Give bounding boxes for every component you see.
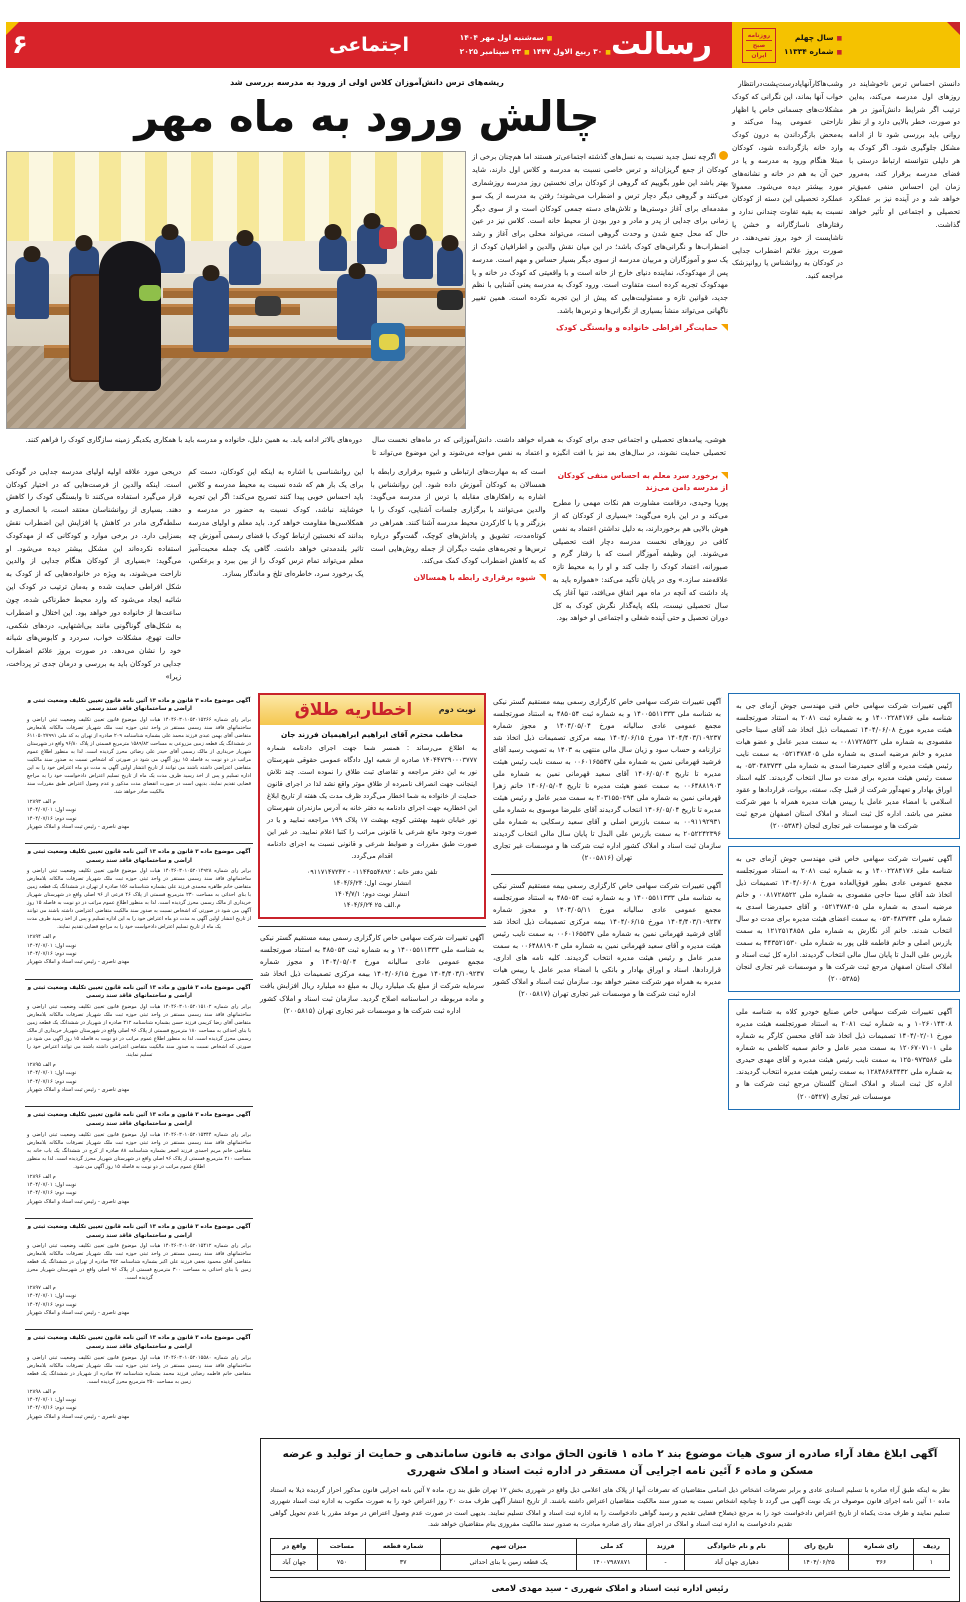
table-cell: جهان آباد bbox=[271, 1555, 318, 1571]
notice-ref: م الف ۱۲۸۹۳ bbox=[27, 798, 56, 805]
backpack bbox=[437, 290, 463, 310]
classified-ad-body: آگهی تغییرات شرکت سهامی خاص کارگزاری رسمی بیمه مستقیم گستر نیکی به شناسه ملی ۱۴۰۰۵۵۱۱۳۳۳ و به شماره ثبت ۴۸۵۰۵۴ به استناد صورتجلسه مجمع عمومی عادی سالیانه مورخ ۱۴۰۴/۰۵/۱۱ و مجوز شماره ۱۴۰۴/۴۰۳/۱۰۹۲۳۷ مورخ ۱۴۰۴/۰۶/۱۵ بیمه مرکزی تصمیمات ذیل اتخاذ شد آقای فرشید قهرمانی نمین به شماره ملی ۰۰۶۰۱۶۵۵۳۷ به سمت نایب رئیس هیئت مدیره و آقای سعید قهرمانی نمین به شماره ملی ۰۰۶۴۸۸۱۹۰۳ به سمت مدیر عامل و رئیس هیئت مدیره انتخاب گردیدند. کلیه نامه های اداری، قراردادها، اسناد و اوراق بهادار و بانکی با امضاء مدیر عامل یا رییس هیات مدیره به همراه مهر شرکت معتبر خواهد بود. سازمان ثبت اسناد و املاک کشور اداره ثبت شرکت ها و موسسات غیر تجاری تهران (۲۰۰۵۸۱۷) bbox=[493, 882, 721, 999]
classifieds-mid-column-1 bbox=[491, 693, 723, 1004]
land-registry-notice[interactable] bbox=[25, 843, 253, 972]
notice-sign: مهدی ناصری - رئیس ثبت اسناد و املاک شهریار bbox=[27, 1086, 130, 1093]
table-column-header: فرزند bbox=[647, 1538, 685, 1554]
classified-ad[interactable] bbox=[491, 693, 723, 867]
classified-ad-body: آگهی تغییرات شرکت سهامی خاص فنی مهندسی جوش آزمای جی به شناسه ملی ۱۴۰۰۲۲۸۴۱۷۶ و به شماره ثبت ۲۰۸۱ به استناد صورتجلسه مجمع عمومی عادی بطور فوق‌العاده مورخ ۱۴۰۴/۰۶/۰۸ تصمیمات ذیل اتخاذ شد آقای سینا حاجی مقصودی به شماره ملی ۰۰۸۱۷۲۸۵۲۲ و خانم مرضیه اسدی به شماره ملی ۰۵۲۱۴۷۸۴۰۵ و آقای حمیدرضا اسدی به شماره ملی ۰۵۳۰۴۸۳۷۳۴ به سمت اعضای هیئت مدیره برای مدت دو سال انتخاب شدند. خانم آذر نگارش به شماره ملی ۱۲۱۲۵۱۴۸۵۸ به سمت بازرس اصلی و خانم فاطمه قلی پور به شماره ملی ۴۴۳۵۲۱۵۳۰ به سمت بازرس علی البدل تا پایان سال مالی انتخاب گردیدند. اداره کل ثبت اسناد و املاک استان اصفهان مرجع ثبت شرکت ها و موسسات غیر تجاری لنجان (۲۰۰۵۳۸۵) bbox=[736, 854, 953, 984]
classified-ad-body: آگهی تغییرات شرکت سهامی خاص کارگزاری رسمی بیمه مستقیم گستر نیکی به شناسه ملی ۱۴۰۰۵۵۱۱۳۳۳ و به شماره ثبت ۴۸۵۰۵۴ به استناد صورتجلسه مجمع عمومی عادی سالیانه مورخ ۱۴۰۴/۰۵/۰۴ و مجوز شماره ۱۴۰۴/۴۰۳/۱۰۹۲۳۷ مورخ ۱۴۰۴/۰۶/۱۵ بیمه مرکزی تصمیمات ذیل اتخاذ شد سرمایه شرکت از مبلغ یک میلیارد ریال به مبلغ ده میلیارد ریال افزایش یافت و ماده مربوطه در اساسنامه اصلاح گردید. سازمان ثبت اسناد و املاک کشور اداره ثبت شرکت ها و موسسات غیر تجاری تهران (۲۰۰۵۸۱۵) bbox=[260, 934, 484, 1015]
student-figure bbox=[403, 235, 433, 279]
notice-pub-1: نوبت اول: ۱۴۰۴/۰۷/۰۱ bbox=[27, 942, 77, 949]
notice-footer bbox=[27, 1388, 251, 1421]
classifieds-left-column bbox=[728, 693, 960, 1110]
bullet-icon: ■ bbox=[605, 49, 611, 56]
article-col-6: وشب‌هاکارآنهایادرست‌پشت‌درانتظار خواب آنها بماند، این نگرانی که کودک مشکلات‌های جسمانی خاص یا اظهار ناراحتی عمومی پیدا می‌کند و به‌محض بازگرداندن به درون کودک وارد خانه بازگردانده شود، کودکان مبتلا هنگام ورود به مدرسه و یا در حین آن به هم در خانه و نشانه‌های مورد بیشتر دیده می‌شود. معمولاً عملکرد تحصیلی این دسته از کودکان نسبت به بقیه تفاوت چندانی ندارد و رفتارهای ناسازگارانه و خشن یا ناشایست از خود بروز نمی‌دهند. در صورت بروز علائم اضطراب جدایی در کودکان به روانشناس یا روانپزشک مراجعه کنید. bbox=[732, 79, 843, 281]
corner-triangle-red-icon bbox=[947, 22, 960, 35]
article-left-columns bbox=[728, 78, 960, 684]
backpack bbox=[255, 296, 281, 316]
article-col-7: دانستن احساس ترس ناخوشایند در روزهای اول مدرسه می‌کند، به‌این ترتیب اگر شرایط دانش‌آموز در هر دو صورت، خطر بالایی دارد و از نظر روانی باید بررسی شود تا از ادامه مشکل جلوگیری شود. اگر کودک به هر دلیلی نتوانسته ارتباط درستی با فضای مدرسه برقرار کند، به‌مرور زمان این احساس منفی عمیق‌تر خواهد شد و در آینده نیز بر عملکرد تحصیلی و اجتماعی او تأثیر خواهد گذاشت. bbox=[849, 79, 960, 229]
masthead-year: سال چهلم bbox=[794, 32, 834, 42]
masthead-issue-meta bbox=[784, 31, 842, 60]
table-body bbox=[271, 1555, 950, 1571]
divorce-phone-label: تلفن دفتر خانه : bbox=[393, 867, 438, 876]
backpack-pocket bbox=[379, 334, 399, 350]
table-cell: یک قطعه زمین با بنای احداثی bbox=[441, 1555, 577, 1571]
classified-ad[interactable] bbox=[728, 999, 960, 1109]
article-subheading-3 bbox=[553, 470, 728, 494]
notice-title: آگهی ابلاغ مفاد آراء صادره از سوی هیات موضوع بند ۲ ماده ۱ قانون الحاق موادی به قانون ساماندهی و حمایت از تولید و عرضه مسکن و ماده ۶ آئین نامه اجرایی آن مستقر در اداره ثبت اسناد و املاک شهرری bbox=[282, 1447, 938, 1477]
article-right-column bbox=[472, 151, 728, 429]
notice-footer bbox=[27, 1284, 251, 1317]
table-column-header: کد ملی bbox=[577, 1538, 647, 1554]
article-right-body: اگرچه نسل جدید نسبت به نسل‌های گذشته اجتماعی‌تر هستند اما هم‌چنان برخی از کودکان از جمع گریزان‌اند و ترس خاصی نسبت به مدرسه و کلاس اول دارند، شاید بهتر باشد این طور بگوییم که گروهی از کودکان برای نخستین روز مدرسه روزشماری می‌کنند و گروهی دیگر دچار ترس و اضطراب می‌شوند؛ رفتن به مدرسه از یک سو مقدمه‌ای برای آغاز دوستی‌ها و تلاش‌های دسته جمعی کودکان است و از سوی دیگر زمانی برای جدایی از پدر و مادر و دور بودن از محیط خانه است. کلاس نیز در عین حال که محل جمع شدن و وحدت گروهی است، می‌تواند محلی برای آغاز و رشد اضطراب‌ها و نگرانی‌های کودک باشد؛ در این میان نقش والدین و اطرافیان کودک از یک سو و آموزگاران و مربیان مدرسه از سوی دیگر بسیار حساس و مهم است. مدرسه پس از مهدکودک، نماینده دنیای خارج از خانه است و با واقعیتی که کودک در خانه و یا مهدکودک تجربه کرده است متفاوت است. ورود کودک به مدرسه یعنی آشنایی با نظم جدید، قوانین تازه و مسئولیت‌هایی که پیش از این تجربه نکرده است. همین تغییر ناگهانی می‌تواند منشأ بسیاری از نگرانی‌ها و ترس‌ها باشد. bbox=[472, 152, 728, 316]
table-cell: - bbox=[647, 1555, 685, 1571]
bullet-icon: ■ bbox=[546, 34, 553, 42]
notice-pub-1: نوبت اول: ۱۴۰۴/۰۷/۰۱ bbox=[27, 1293, 77, 1300]
table-cell: ۳۷ bbox=[366, 1555, 441, 1571]
divorce-phone: ۰۱۱۴۴۵۵۴۸۹۲ - ۰۹۱۱۷۱۴۷۲۴۲ bbox=[306, 867, 392, 876]
divorce-notice-badge: نوبت دوم bbox=[438, 705, 476, 715]
notice-body: برابر رای شماره ۱۴۰۴۶۰۳۰۱۰۵۲۰۱۴۹۲۸ هیات اول موضوع قانون تعیین تکلیف وضعیت ثبتی اراضی و ساختمانهای فاقد سند رسمی مستقر در واحد ثبتی حوزه ثبت ملک شهریار تصرفات مالکانه بلامعارض متقاضی خانم طاهره محمدی فرزند علی بشماره شناسنامه ۱۵۶ صادره از تهران در ششدانگ یک قطعه زمین با بنای احداثی به مساحت ۲۳۰ مترمربع قسمتی از پلاک ۴۶ فرعی از ۹۶ اصلی واقع در شهرستان شهریار خریداری از مالک رسمی محرز گردیده است. لذا به منظور اطلاع عموم مراتب در دو نوبت به فاصله ۱۵ روز آگهی می شود در صورتی که اشخاص نسبت به صدور سند مالکیت متقاضی اعتراضی داشته باشند می توانند از تاریخ انتشار اولین آگهی به مدت دو ماه اعتراض خود را به این اداره تسلیم و پس از اخذ رسید ظرف مدت یک ماه از تاریخ تسلیم اعتراض دادخواست خود را به مراجع قضایی تقدیم نمایند. bbox=[27, 868, 251, 931]
notice-title: آگهی موضوع ماده ۳ قانون و ماده ۱۳ آئین نامه قانون تعیین تکلیف وضعیت ثبتی و اراضی و ساختمانهای فاقد سند رسمی bbox=[27, 849, 251, 864]
divorce-pub-1: انتشار نوبت اول: ۱۴۰۴/۶/۲۴ bbox=[333, 878, 411, 887]
article-col-3: این روانشناسی با اشاره به اینکه این کودکان، دست کم برای یک بار هم که شده نسبت به محیط مدرسه و کلاس باید احساس خوبی پیدا کنند تصریح می‌کند: اگر این تجربه خوشایند نباشد، کودک نسبت به حضور در مدرسه و همکلاسی‌ها مقاومت خواهد کرد. باید معلم و اولیای مدرسه بدانند که نخستین ارتباط کودک با فضای رسمی آموزش چه تاثیر بلندمدتی خواهد داشت. گاهی یک جمله محبت‌آمیز معلم می‌تواند تمام ترس کودک را از بین ببرد و برعکس، یک برخورد سرد، خاطره‌ای تلخ و ماندگار بسازد. bbox=[188, 466, 364, 579]
date-solar: سه‌شنبه اول مهر ۱۴۰۴ bbox=[459, 32, 544, 42]
land-registry-notice[interactable] bbox=[25, 1329, 253, 1426]
masthead bbox=[6, 22, 960, 68]
table-column-header: تاریخ رای bbox=[789, 1538, 849, 1554]
table-cell: دهیاری جهان آباد bbox=[684, 1555, 788, 1571]
divorce-notice-addressee: مخاطب محترم آقای ابراهیم ابراهیمیان فرزند جان bbox=[281, 729, 463, 739]
article-photo bbox=[6, 151, 466, 429]
divorce-notice-title: اخطاریه طلاق bbox=[294, 699, 413, 720]
divorce-ref: م.الف ۲۵ ۱۴۰۴/۶/۲۴ bbox=[343, 901, 401, 910]
section-title: اجتماعی bbox=[328, 34, 410, 56]
table-cell: ۳۶۶ bbox=[849, 1555, 914, 1571]
classifieds-right-column bbox=[25, 693, 253, 1426]
lead-article bbox=[6, 78, 960, 684]
notice-body: برابر رای شماره ۱۴۰۴۶۰۳۰۱۰۵۲۰۱۵۳۴۴ هیات اول موضوع قانون تعیین تکلیف وضعیت ثبتی اراضی و ساختمانهای فاقد سند رسمی مستقر در واحد ثبتی حوزه ثبت ملک شهریار تصرفات مالکانه بلامعارض متقاضی خانم مریم احمدی فرزند اصغر بشماره شناسنامه ۸۸ صادره از کرج در ششدانگ یک باب خانه به مساحت ۲۱۰ مترمربع قسمتی از پلاک ۹۶ اصلی واقع در شهرستان شهریار محرز گردیده است. لذا به منظور اطلاع عموم مراتب در دو نوبت به فاصله ۱۵ روز آگهی می شود. bbox=[27, 1131, 251, 1170]
article-subheading-2 bbox=[371, 572, 546, 584]
land-registry-notice[interactable] bbox=[25, 1106, 253, 1211]
notice-pub-2: نوبت دوم: ۱۴۰۴/۰۷/۱۶ bbox=[27, 951, 77, 958]
notice-footer bbox=[27, 798, 251, 831]
classified-ad-body: آگهی تغییرات شرکت سهامی خاص فنی مهندسی جوش آزمای جی به شناسه ملی ۱۴۰۰۲۲۸۴۱۷۶ و به شماره ثبت ۲۰۸۱ به استناد صورتجلسه هیئت مدیره مورخ ۱۴۰۴/۰۶/۰۸ تصمیمات ذیل اتخاذ شد آقای سینا حاجی مقصودی به شماره ملی ۰۰۸۱۷۲۸۵۲۲ به سمت مدیر عامل و عضو هیات مدیره و خانم مرضیه اسدی به شماره ملی ۰۵۲۱۴۷۸۴۰۵ به سمت نایب رئیس هیئت مدیره و آقای حمیدرضا اسدی به شماره ملی ۰۵۳۰۴۸۳۷۳۴ به سمت رئیس هیئت مدیره برای مدت دو سال انتخاب گردیدند. کلیه اسناد اوراق بهادار و تعهدآور شرکت از قبیل چک، سفته، بروات، قراردادها و عقود اسلامی با امضاء مدیر عامل یا رییس هیات مدیره همراه با مهر شرکت معتبر می باشد. اداره کل ثبت اسناد و املاک استان اصفهان مرجع ثبت شرکت ها و موسسات غیر تجاری لنجان (۲۰۰۵۳۸۴) bbox=[736, 701, 953, 830]
notice-footer bbox=[27, 1173, 251, 1206]
notice-sign: مهدی ناصری - رئیس ثبت اسناد و املاک شهریار bbox=[27, 1310, 130, 1317]
triangle-marker-icon bbox=[721, 324, 728, 331]
triangle-marker-icon bbox=[721, 472, 728, 479]
masthead-right-panel bbox=[6, 22, 732, 68]
divorce-notice-body bbox=[260, 725, 484, 918]
article-lower-columns bbox=[6, 466, 728, 684]
student-figure bbox=[437, 246, 463, 286]
student-figure bbox=[193, 276, 229, 352]
article-col-2: دریحی مورد علاقه اولیه اولیای مدرسه جدایی در گودکی است. اینکه والدین از فرصت‌هایی که در اختیار کودکان قرار می‌گیرد استفاده می‌کنند تا وابستگی کودک را کاهش دهند. بسیاری از روانشناسان معتقد است، با انحصاری و سلطه‌گری مادر در کاهش یا افزایش این اضطراب نقش بسزایی دارد. در برخی موارد و کودکانی که از مهدکودک استفاده نکرده‌اند این مشکل بیشتر دیده می‌شود. او می‌گوید: «بسیاری از کودکان هنگام جدایی از والدین ناراحت می‌شوند، به ویژه در خانواده‌هایی که از کودک به شکل افراطی حمایت شده و به‌مان ترتیب در کودک این شائبه ایجاد می‌شود که وارد محیط خطرناکی شده، چون ساعت‌ها از خانواده دور خواهد بود. این اختلال و اضطراب به شکل‌های گوناگونی مانند بی‌اشتهایی، دردهای شکمی، حالت تهوع، مشکلات خواب، سردرد و کابوس‌های شبانه خود را نشان می‌دهد. در صورت بروز علائم اضطراب جدایی در کودکان باید به بررسی و درمان جدی تر پرداخت، زیرا» bbox=[6, 466, 182, 681]
table-column-header: مساحت bbox=[318, 1538, 366, 1554]
masthead-issue: شماره ۱۱۳۳۴ bbox=[784, 47, 834, 56]
notice-pub-1: نوبت اول: ۱۴۰۴/۰۷/۰۱ bbox=[27, 807, 77, 814]
divorce-pub-2: انتشار نوبت دوم: ۱۴۰۴/۷/۱ bbox=[334, 889, 410, 898]
notice-footer bbox=[27, 1061, 251, 1094]
table-cell: ۱۴۰۴/۰۶/۲۵ bbox=[789, 1555, 849, 1571]
date-lunar: ۳۰ ربیع الاول ۱۴۴۷ bbox=[532, 47, 603, 56]
publisher-logo bbox=[742, 28, 776, 63]
backpack bbox=[139, 285, 161, 301]
table-cell: ۷۵۰ bbox=[318, 1555, 366, 1571]
article-subheading-1-text: حمایت‌گر افراطی خانواده و وابستگی کودک bbox=[556, 322, 718, 332]
logo-line-1: روزنامه bbox=[747, 31, 771, 39]
notice-pub-1: نوبت اول: ۱۴۰۴/۰۷/۰۱ bbox=[27, 1070, 77, 1077]
notice-ref: م الف ۱۲۸۹۵ bbox=[27, 1062, 56, 1069]
notice-body: برابر رای شماره ۱۴۰۴۶۰۳۰۱۰۵۲۰۱۵۴۱۲ هیات اول موضوع قانون تعیین تکلیف وضعیت ثبتی اراضی و ساختمانهای فاقد سند رسمی مستقر در واحد ثبتی حوزه ثبت ملک شهریار تصرفات مالکانه بلامعارض متقاضی آقای محمود نجفی فرزند علی اکبر بشماره شناسنامه ۴۵۲ صادره از تهران در ششدانگ یک قطعه زمین با بنای احداثی به مساحت ۳۰۰ مترمربع قسمتی از پلاک ۹۶ اصلی واقع در شهرستان شهریار محرز گردیده است. bbox=[27, 1243, 251, 1282]
notice-footer bbox=[27, 933, 251, 966]
classified-ad[interactable] bbox=[728, 846, 960, 992]
land-registry-notice[interactable] bbox=[25, 979, 253, 1100]
article-subheading-2-text: شیوه برقراری رابطه با همسالان bbox=[413, 573, 536, 583]
divorce-notice-header bbox=[260, 695, 484, 725]
table-column-header: ردیف bbox=[913, 1538, 949, 1554]
notice-ref: م الف ۱۲۸۹۷ bbox=[27, 1285, 56, 1292]
date-gregorian: ۲۳ سپتامبر ۲۰۲۵ bbox=[459, 47, 522, 56]
masthead-left-panel bbox=[732, 22, 960, 68]
bullet-icon: ■ bbox=[836, 49, 843, 56]
classified-ad-body: آگهی تغییرات شرکت سهامی خاص صنایع خودرو کلاه به شناسه ملی ۱۰۲۶۰۱۴۳۰۸ و به شماره ثبت ۲۰۸۱ به استناد صورتجلسه هیئت مدیره مورخ ۱۴۰۴/۰۲/۰۱ تصمیمات ذیل اتخاذ شد آقای محسن کارگر به شماره ملی ۱۲۰۶۷۰۷۱۰۱ به سمت مدیر عامل و خانم سمیه کاظمی به شماره ملی ۱۲۵۰۹۷۳۵۸۶ به سمت نایب رئیس هیئت مدیره و آقای مهدی حیدری به شماره ملی ۱۲۸۴۸۶۸۴۴۳۲ به سمت رئیس هیئت مدیره انتخاب گردیدند. اداره کل ثبت اسناد و املاک استان گلستان مرجع ثبت شرکت ها و موسسات غیر تجاری (۲۰۰۵۴۲۷) bbox=[736, 1008, 953, 1101]
notice-pub-2: نوبت دوم: ۱۴۰۴/۰۷/۱۶ bbox=[27, 1078, 77, 1085]
notice-title: آگهی موضوع ماده ۳ قانون و ماده ۱۳ آئین نامه قانون تعیین تکلیف وضعیت ثبتی و اراضی و ساختمانهای فاقد سند رسمی bbox=[27, 1335, 251, 1351]
notice-body: برابر رای شماره ۱۴۰۴۶۰۳۰۱۰۵۲۰۱۵۵۸۰ هیات اول موضوع قانون تعیین تکلیف وضعیت ثبتی اراضی و ساختمانهای فاقد سند رسمی مستقر در واحد ثبتی حوزه ثبت ملک شهریار تصرفات مالکانه بلامعارض متقاضی خانم فاطمه رضایی فرزند محمد بشماره شناسنامه ۷۷ صادره از شهریار در ششدانگ یک قطعه زمین به مساحت ۲۵۰ مترمربع محرز گردیده است. bbox=[27, 1354, 252, 1385]
notice-body: برابر رای شماره ۱۴۰۴۶۰۳۰۱۰۵۲۰۱۵۲۶۶ هیات اول موضوع قانون تعیین تکلیف وضعیت ثبتی اراضی و ساختمانهای فاقد سند رسمی مستقر در واحد ثبتی حوزه ثبت ملک شهریار تصرفات مالکانه بلامعارض متقاضی آقای بهمن عبدی فرزند محمد علی بشماره شناسنامه ۲۰۹ صادره از تهران به کد ملی ۶۱۱۰۵۰۲۷۹۹۱ در ششدانگ یک قطعه زمین مزروعی به مساحت ۱۵۸۹/۸۲ مترمربع قسمتی از پلاک ۹۶/۸۰ واقع در شهرستان شهریار خریداری از مالک رسمی آقای حیدر علی رضائی محرز گردیده است. لذا به منظور اطلاع عموم مراتب در دو نوبت به فاصله ۱۵ روز آگهی می شود در صورتی که اشخاص نسبت به صدور سند مالکیت متقاضی اعتراضی داشته باشند می توانند از تاریخ انتشار اولین آگهی به مدت دو ماه اعتراض خود را به این اداره تسلیم و پس از اخذ رسید ظرف مدت یک ماه از تاریخ تسلیم اعتراض دادخواست خود را به مراجع قضایی تقدیم نمایند. بدیهی است در صورت انقضای مدت مذکور و عدم وصول اعتراض طبق مقررات سند مالکیت صادر خواهد شد. bbox=[27, 716, 252, 795]
table-column-header: شماره قطعه bbox=[366, 1538, 441, 1554]
notice-ref: م الف ۱۲۸۹۶ bbox=[27, 1173, 56, 1180]
page-title: چالش ورود به ماه مهر bbox=[134, 92, 600, 141]
classified-ad[interactable] bbox=[491, 874, 723, 1003]
notice-title: آگهی موضوع ماده ۳ قانون و ماده ۱۳ آئین نامه قانون تعیین تکلیف وضعیت ثبتی و اراضی و ساختمانهای فاقد سند رسمی bbox=[27, 1223, 251, 1239]
notice-pub-1: نوبت اول: ۱۴۰۴/۰۷/۰۱ bbox=[27, 1397, 77, 1404]
table-column-header: میزان سهم bbox=[441, 1538, 577, 1554]
lead-bullet-icon bbox=[719, 151, 728, 160]
notice-sign: مهدی ناصری - رئیس ثبت اسناد و املاک شهریار bbox=[27, 959, 130, 966]
table-cell: ۱۴۰۰۷۹۸۷۸۷۱ bbox=[577, 1555, 647, 1571]
article-subheading-1 bbox=[472, 322, 728, 334]
notice-ref: م الف ۱۲۸۹۴ bbox=[27, 934, 56, 941]
article-main-block bbox=[6, 78, 728, 684]
table-cell: ۱ bbox=[913, 1555, 949, 1571]
classified-ad[interactable] bbox=[258, 926, 486, 1019]
article-col-5-text: پوریا وحیدی، درقامت مشاورت هم نکات مهمی را مطرح می‌کند و در این باره می‌گوید: «بسیاری از کودکان که از هوش بالایی هم برخوردارند، به دلیل نداشتن اعتماد به نفس کافی در روزهای نخست مدرسه دچار افت تحصیلی می‌شوند. این وظیفه آموزگار است که با رفتار گرم و صبورانه، اعتماد کودک را جلب کند و او را به محیط تازه علاقه‌مند سازد.» وی در پایان تأکید می‌کند: «همواره باید به یاد داشت که آنچه در ماه مهر اتفاق می‌افتد، تنها آغاز یک سال تحصیلی نیست، بلکه پایه‌گذار نگرش کودک به کل دوران تحصیل و حتی آینده شغلی و اجتماعی او خواهد بود. bbox=[552, 498, 728, 623]
land-registry-notice[interactable] bbox=[25, 1218, 253, 1323]
divorce-notice-meta bbox=[267, 867, 477, 912]
divorce-notice-text: به اطلاع می‌رساند : همسر شما جهت اجرای دادنامه شماره ۱۴۰۴۴۷۳۹۰۰۰۳۷۷۷ صادره از شعبه اول دادگاه عمومی حقوقی شهرستان نور به این دفتر مراجعه و تقاضای ثبت طلاق را نموده است. چند تلاش اینجانب جهت انصراف نامبرده از طلاق موثر واقع نشد لذا در اجرای قانون حمایت از خانواده به شما اخطار می‌گردد ظرف مدت یک هفته از تاریخ ابلاغ این اخطاریه جهت اجرای دادنامه به دفتر خانه به آدرس مازندران شهرستان نور خیابان شهید بهشتی کوچه بهشت ۱۷ پلاک ۱۹۹ مراجعه نمایید و یا در صورت وجود مانع شرعی یا قانونی مراتب را کتبا اعلام نمایید. در غیر این صورت طبق مقررات و ضوابط شرعی و قانونی نسبت به اجرای دادنامه اقدام می‌گردد. bbox=[267, 743, 477, 861]
table-header-row bbox=[271, 1538, 950, 1554]
classifieds-section bbox=[6, 693, 960, 1426]
article-photo-row bbox=[6, 151, 728, 429]
article-col-4-text: است که به مهارت‌های ارتباطی و شیوه برقراری رابطه با همسالان به کودکان آموزش داده شود. این روانشناس با اشاره به راهکارهای مقابله با ترس از مدرسه می‌گوید: والدین می‌توانند با برگزاری جلسات آشنایی، کودک را با بزرگتر و یا با کارکردن محیط مدرسه آشنا کنند. همراهی در کوتاه‌مدت، تشویق و پاداش‌های کوچک، گفت‌وگو درباره ترس‌ها و تجربه‌های مثبت دیگران از جمله روش‌هایی است که به کاهش اضطراب کودک کمک می‌کند. bbox=[370, 466, 546, 566]
notice-body: برابر رای شماره ۱۴۰۴۶۰۳۰۱۰۵۲۰۱۵۱۰۲ هیات اول موضوع قانون تعیین تکلیف وضعیت ثبتی اراضی و ساختمانهای فاقد سند رسمی مستقر در واحد ثبتی حوزه ثبت ملک شهریار تصرفات مالکانه بلامعارض متقاضی آقای رضا کریمی فرزند حسن بشماره شناسنامه ۳۱۲ صادره از شهریار در ششدانگ یک قطعه زمین با بنای احداثی به مساحت ۱۸۰ مترمربع قسمتی از پلاک ۹۶ اصلی واقع در شهرستان شهریار خریداری از مالک رسمی محرز گردیده است. لذا به منظور اطلاع عموم مراتب در دو نوبت به فاصله ۱۵ روز آگهی می شود در صورتی که اشخاص نسبت به صدور سند مالکیت متقاضی اعتراضی داشته باشند می توانند اعتراض خود را تسلیم نمایند. bbox=[27, 1004, 251, 1059]
newspaper-page bbox=[0, 22, 966, 1594]
logo-line-2: صبح bbox=[746, 41, 772, 51]
bottom-row bbox=[6, 1430, 960, 1602]
article-subheading-3-text: برخورد سرد معلم به احساس منفی کودکان از مدرسه دامن می‌زند bbox=[557, 470, 728, 492]
classifieds-mid-column-2 bbox=[258, 693, 486, 1020]
bottom-notice-wrap bbox=[260, 1430, 960, 1602]
photo-caption: هوشی، پیامدهای تحصیلی و اجتماعی جدی برای کودک به همراه خواهد داشت. دانش‌آموزانی که در ماه‌های نخست سال تحصیلی حمایت نشوند، در سال‌های بعد نیز با افت انگیزه و اعتماد به نفس مواجه می‌شوند و این موضوع می‌تواند تا دوره‌های بالاتر ادامه یابد. به همین دلیل، خانواده و مدرسه باید با همکاری یکدیگر زمینه سازگاری کودک را فراهم کنند. bbox=[25, 436, 726, 457]
table-column-header: نام و نام خانوادگی bbox=[684, 1538, 788, 1554]
article-col-4 bbox=[371, 466, 546, 684]
article-right-text bbox=[472, 151, 728, 318]
table-row bbox=[271, 1555, 950, 1571]
classified-ad[interactable] bbox=[728, 693, 960, 839]
table-column-header: واقع در bbox=[271, 1538, 318, 1554]
bullet-icon: ■ bbox=[524, 49, 530, 56]
land-allocation-table bbox=[270, 1538, 950, 1572]
bullet-icon: ■ bbox=[836, 34, 843, 42]
notice-title: آگهی موضوع ماده ۳ قانون و ماده ۱۳ آئین نامه قانون تعیین تکلیف وضعیت ثبتی و اراضی و ساختمانهای فاقد سند رسمی bbox=[27, 697, 251, 713]
article-kicker: ریشه‌های ترس دانش‌آموزان کلاس اولی از ورود به مدرسه بررسی شد bbox=[230, 78, 504, 87]
notice-pub-2: نوبت دوم: ۱۴۰۴/۰۷/۱۶ bbox=[27, 1301, 77, 1308]
notice-body: نظر به اینکه طبق آراء صادره با تسلیم اسنادی عادی و برابر تصرفات اشخاص ذیل اسامی متقاضیان که تصرفات آنها از پلاک های اعلامی ذیل واقع در شهرری بخش ۱۲ تهران طبق بند زج، ماده ۷ آئین نامه اجرایی قانون مذکور احراز گردیده ذیلا به استناد ماده ۱۰ آئین نامه اجرای قانون موصوف در یک نوبت آگهی می گردد تا چنانچه اشخاص نسبت به صدور سند مالکیت متقاضیان اعتراض داشته باشند. از تاریخ انتشار آگهی ظرف مدت ۲۰ روز اعتراض خود را به صورت مکتوب به اداره ثبت اسناد شهرری تسلیم نمایند و ظرف مدت یکماه از تاریخ اعتراض دادخواست خود را به مرجع ذیصلاح قضایی تقدیم و رسید گواهی دادخواست را به اداره ثبت اسناد و املاک تسلیم نمایند. بدیهی است در صورت عدم وصول اعتراض در موعد مقرر یا عدم تحویل گواهی تقدیم دادخواست به اداره ثبت اسناد و املاک در اجرای مفاد رای صادره مبادرت به صدور سند مالکیت مفروزی بنام متقاضیان خواهد شد. bbox=[270, 1485, 950, 1529]
notice-sign: مهدی ناصری - رئیس ثبت اسناد و املاک شهریار bbox=[27, 1413, 130, 1420]
teacher-figure bbox=[99, 241, 161, 391]
student-figure bbox=[229, 241, 261, 285]
notice-pub-2: نوبت دوم: ۱۴۰۴/۰۷/۱۶ bbox=[27, 1405, 77, 1412]
newspaper-nameplate: رسالت bbox=[610, 27, 712, 62]
notice-ref: م الف ۱۲۸۹۸ bbox=[27, 1388, 56, 1395]
classified-ad-body: آگهی تغییرات شرکت سهامی خاص کارگزاری رسمی بیمه مستقیم گستر نیکی به شناسه ملی ۱۴۰۰۵۵۱۱۳۳۳ و به شماره ثبت ۴۸۵۰۵۴ به استناد صورتجلسه مجمع عمومی عادی سالیانه مورخ ۱۴۰۴/۰۵/۰۴ و مجوز شماره ۱۴۰۴/۴۰۳/۱۰۹۲۳۷ مورخ ۱۴۰۴/۰۶/۱۵ بیمه مرکزی تصمیمات ذیل اتخاذ شد ترازنامه و حساب سود و زیان سال مالی منتهی به ۱۴۰۳ به تصویب رسید آقای فرشید قهرمانی نمین به شماره ملی ۰۰۶۰۱۶۵۵۳۷ به سمت نایب رئیس هیئت مدیره تا تاریخ ۱۴۰۶/۰۵/۰۴ آقای سعید قهرمانی نمین به شماره ملی ۰۰۶۴۸۸۱۹۰۳ به سمت عضو هیئت مدیره تا تاریخ ۱۴۰۶/۰۵/۰۴ خانم زهرا قهرمانی نمین به شماره ملی ۲۰۳۱۵۵۰۲۹۴ به سمت مدیر عامل و رئیس هیئت مدیره تا تاریخ ۱۴۰۶/۰۵/۰۴ انتخاب گردیدند آقای علیرضا موسوی به شماره ملی ۰۰۹۱۱۹۲۹۳۱ به سمت بازرس اصلی و آقای سعید رسکایی به شماره ملی ۲۰۵۲۲۴۲۳۹۶ به سمت بازرس علی البدل تا پایان سال مالی انتخاب گردیدند سازمان ثبت اسناد و املاک کشور اداره ثبت شرکت ها و موسسات غیر تجاری تهران (۲۰۰۵۸۱۶) bbox=[493, 697, 722, 863]
table-column-header: رای شماره bbox=[849, 1538, 914, 1554]
notice-pub-1: نوبت اول: ۱۴۰۴/۰۷/۰۱ bbox=[27, 1181, 77, 1188]
notice-sign: رئیس اداره ثبت اسناد و املاک شهرری - سید مهدی لامعی bbox=[270, 1577, 950, 1593]
land-allocation-notice[interactable] bbox=[260, 1438, 960, 1602]
logo-line-3: ایران bbox=[751, 51, 767, 59]
notice-sign: مهدی ناصری - رئیس ثبت اسناد و املاک شهریار bbox=[27, 1198, 130, 1205]
student-figure bbox=[15, 257, 49, 319]
backpack bbox=[379, 227, 397, 249]
notice-sign: مهدی ناصری - رئیس ثبت اسناد و املاک شهریار bbox=[27, 823, 130, 830]
notice-title: آگهی موضوع ماده ۳ قانون و ماده ۱۳ آئین نامه قانون تعیین تکلیف وضعیت ثبتی و اراضی و ساختمانهای فاقد سند رسمی bbox=[27, 984, 251, 1000]
article-col-5 bbox=[553, 466, 728, 684]
student-figure bbox=[319, 235, 347, 271]
notice-pub-2: نوبت دوم: ۱۴۰۴/۰۷/۱۶ bbox=[27, 1190, 77, 1197]
divorce-notice-ad[interactable] bbox=[258, 693, 486, 920]
notice-title: آگهی موضوع ماده ۳ قانون و ماده ۱۳ آئین نامه قانون تعیین تکلیف وضعیت ثبتی و اراضی و ساختمانهای فاقد سند رسمی bbox=[27, 1112, 251, 1127]
notice-pub-2: نوبت دوم: ۱۴۰۴/۰۷/۱۶ bbox=[27, 815, 77, 822]
land-registry-notice[interactable] bbox=[25, 693, 253, 837]
page-number: ۶ bbox=[12, 30, 28, 60]
triangle-marker-icon bbox=[539, 574, 546, 581]
